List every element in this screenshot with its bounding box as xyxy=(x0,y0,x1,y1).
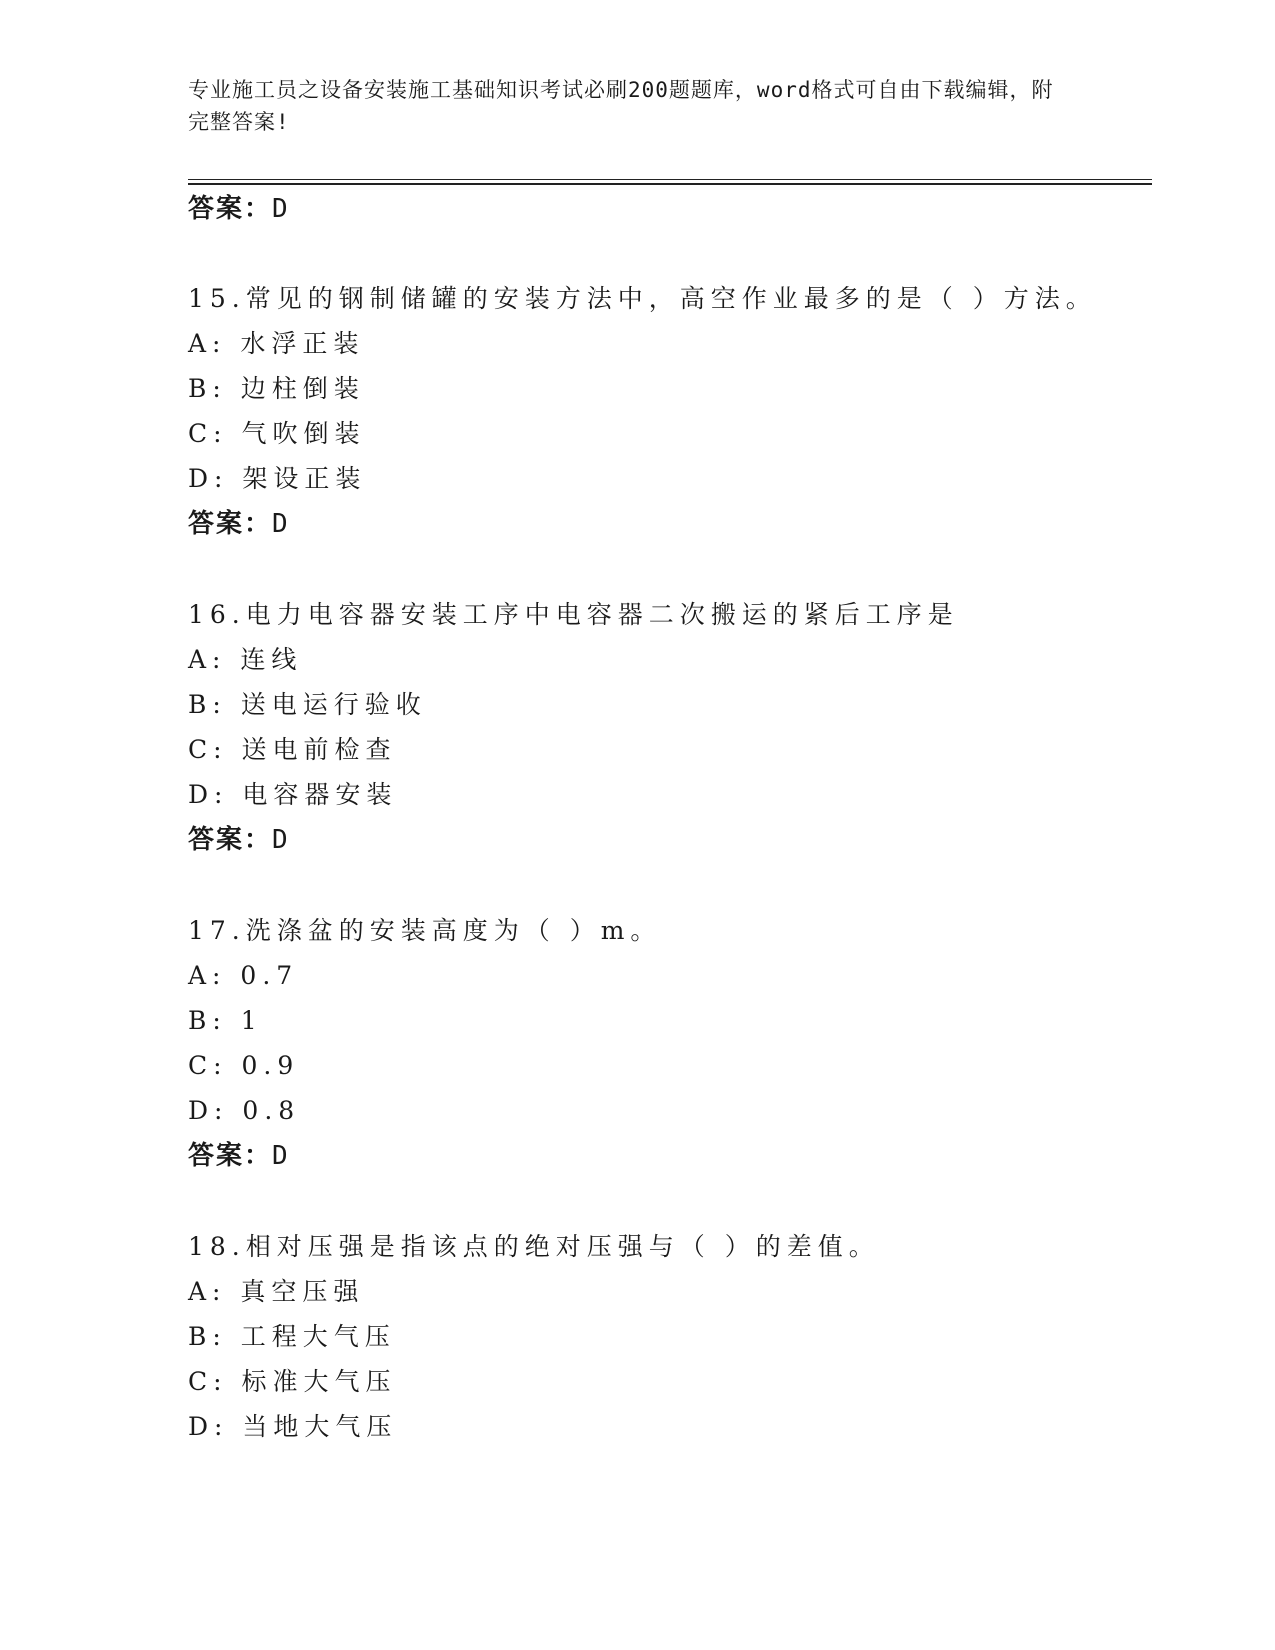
option-c: C: 标准大气压 xyxy=(188,1367,397,1396)
question-number: 16. xyxy=(188,600,246,629)
option-b: B: 1 xyxy=(188,1006,263,1035)
answer-line xyxy=(188,825,290,855)
answer-line xyxy=(188,194,290,224)
answer-label: 答案： xyxy=(188,825,273,855)
header-divider-thin xyxy=(188,179,1152,180)
answer-line xyxy=(188,1141,290,1171)
question-15 xyxy=(188,284,1097,314)
question-number: 17. xyxy=(188,916,246,945)
question-text: 洗涤盆的安装高度为（ ）m。 xyxy=(245,916,662,945)
answer-value: D xyxy=(272,509,290,539)
answer-label: 答案： xyxy=(188,1141,273,1171)
question-18 xyxy=(188,1232,880,1262)
answer-value: D xyxy=(272,194,290,224)
option-c: C: 送电前检查 xyxy=(188,735,397,764)
question-16 xyxy=(188,600,959,630)
question-text: 电力电容器安装工序中电容器二次搬运的紧后工序是 xyxy=(245,600,959,629)
option-b: B: 边柱倒装 xyxy=(188,374,365,403)
question-text: 常见的钢制储罐的安装方法中，高空作业最多的是（ ）方法。 xyxy=(245,284,1097,313)
question-number: 18. xyxy=(188,1232,246,1261)
option-a: A: 水浮正装 xyxy=(188,329,365,358)
option-d: D: 0.8 xyxy=(188,1096,301,1125)
option-d: D: 当地大气压 xyxy=(188,1412,398,1441)
answer-line xyxy=(188,509,290,539)
header-title: 专业施工员之设备安装施工基础知识考试必刷200题题库，word格式可自由下载编辑，附完整答案! xyxy=(188,78,1054,134)
option-d: D: 架设正装 xyxy=(188,464,367,493)
option-a: A: 真空压强 xyxy=(188,1277,365,1306)
option-a: A: 连线 xyxy=(188,645,303,674)
answer-label: 答案： xyxy=(188,194,273,224)
answer-value: D xyxy=(272,1141,290,1171)
option-d: D: 电容器安装 xyxy=(188,780,398,809)
header-divider-thick xyxy=(188,183,1152,185)
answer-label: 答案： xyxy=(188,509,273,539)
option-b: B: 送电运行验收 xyxy=(188,690,427,719)
option-b: B: 工程大气压 xyxy=(188,1322,396,1351)
option-c: C: 0.9 xyxy=(188,1051,300,1080)
option-c: C: 气吹倒装 xyxy=(188,419,366,448)
page-header xyxy=(188,74,1068,138)
answer-value: D xyxy=(272,825,290,855)
question-number: 15. xyxy=(188,284,246,313)
option-a: A: 0.7 xyxy=(188,961,299,990)
question-17 xyxy=(188,916,661,946)
question-text: 相对压强是指该点的绝对压强与（ ）的差值。 xyxy=(245,1232,880,1261)
